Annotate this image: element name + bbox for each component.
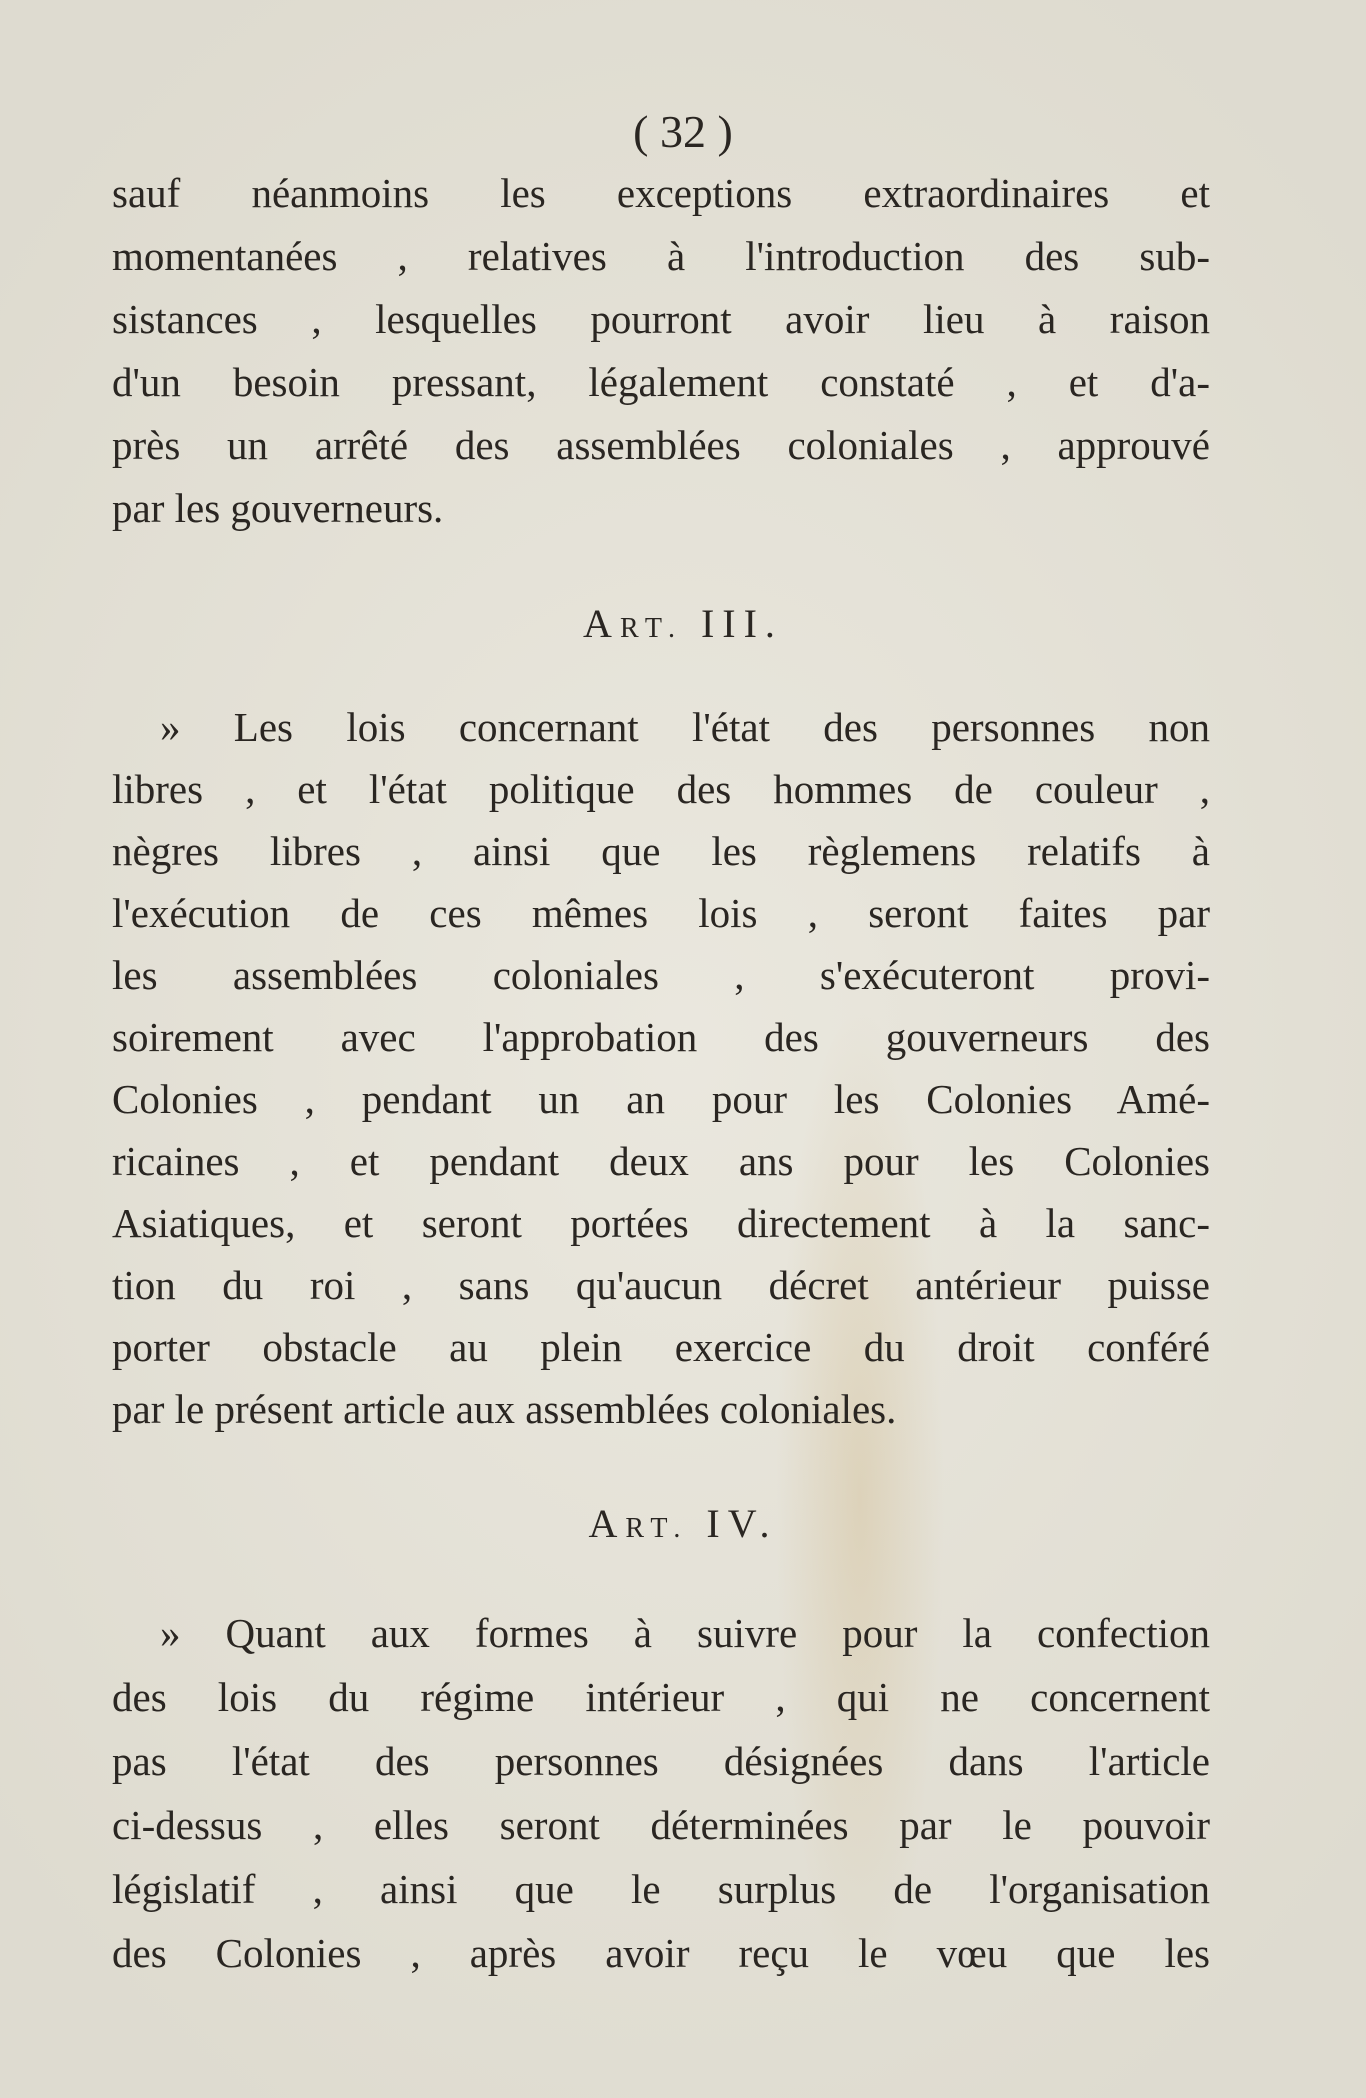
text-line: pas l'état des personnes désignées dans l'article	[112, 1738, 1210, 1784]
text-line: nègres libres , ainsi que les règlemens relatifs à	[112, 828, 1210, 874]
heading-number: IV.	[706, 1501, 778, 1546]
text-line: par le présent article aux assemblées coloniales.	[112, 1386, 897, 1432]
text-line: les assemblées coloniales , s'exécuteront provi-	[112, 952, 1210, 998]
text-line: ci-dessus , elles seront déterminées par le pouvoir	[112, 1802, 1210, 1848]
text-line: » Quant aux formes à suivre pour la confection	[160, 1610, 1210, 1656]
page-number: ( 32 )	[633, 106, 733, 157]
text-line: Asiatiques, et seront portées directement à la sanc-	[112, 1200, 1210, 1246]
heading-initial: A	[583, 601, 620, 646]
text-line: sauf néanmoins les exceptions extraordinaires et	[112, 170, 1210, 216]
article-heading-3	[0, 600, 1366, 647]
text-line: ricaines , et pendant deux ans pour les Colonies	[112, 1138, 1210, 1184]
heading-smallcaps: RT.	[625, 1513, 689, 1544]
text-line: près un arrêté des assemblées coloniales , approuvé	[112, 422, 1210, 468]
text-line: d'un besoin pressant, légalement constaté , et d'a-	[112, 359, 1210, 405]
text-line: tion du roi , sans qu'aucun décret antérieur puisse	[112, 1262, 1210, 1308]
text-line: législatif , ainsi que le surplus de l'organisation	[112, 1866, 1210, 1912]
text-line: porter obstacle au plein exercice du droit conféré	[112, 1324, 1210, 1370]
heading-number: III.	[700, 601, 783, 646]
text-line: Colonies , pendant un an pour les Colonies Amé-	[112, 1076, 1210, 1122]
article-heading-4	[0, 1500, 1366, 1547]
heading-smallcaps: RT.	[619, 613, 683, 644]
text-line: sistances , lesquelles pourront avoir lieu à raison	[112, 296, 1210, 342]
text-line: des lois du régime intérieur , qui ne concernent	[112, 1674, 1210, 1720]
text-line: l'exécution de ces mêmes lois , seront faites par	[112, 890, 1210, 936]
text-line: momentanées , relatives à l'introduction des sub-	[112, 233, 1210, 279]
text-line: soirement avec l'approbation des gouverneurs des	[112, 1014, 1210, 1060]
heading-initial: A	[588, 1501, 626, 1546]
text-line: par les gouverneurs.	[112, 485, 444, 531]
text-line: » Les lois concernant l'état des personnes non	[160, 704, 1210, 750]
text-line: des Colonies , après avoir reçu le vœu que les	[112, 1930, 1210, 1976]
text-line: libres , et l'état politique des hommes de couleur ,	[112, 766, 1210, 812]
